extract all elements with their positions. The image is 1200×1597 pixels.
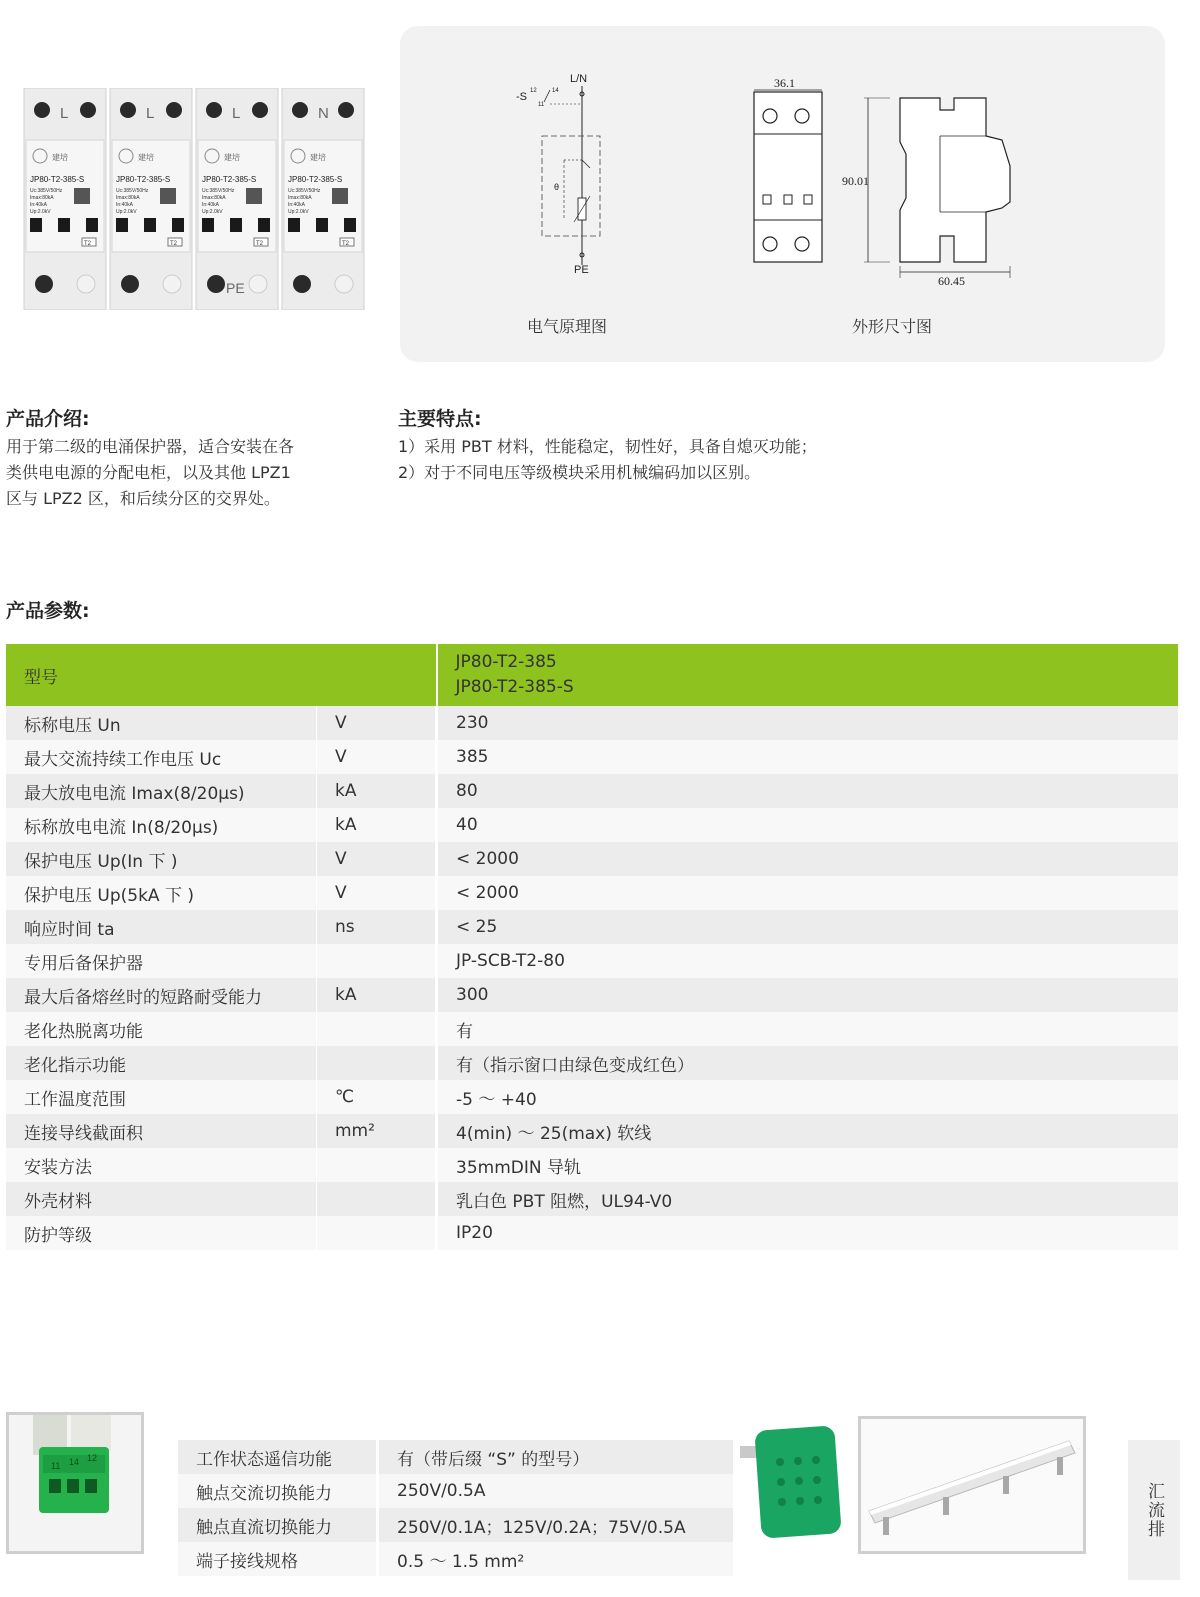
module-model: JP80-T2-385-S [202,175,257,184]
pin-label: 12 [87,1453,98,1463]
module-spec: Up:2.0kV [116,209,137,215]
params-heading: 产品参数: [6,600,90,622]
params-row [6,740,1178,774]
param-unit [317,1012,437,1046]
params-row [6,944,1178,978]
params-row [6,876,1178,910]
param-unit: kA [317,808,437,842]
param-value: 385 [437,740,1179,774]
module-spec: Imax:80kA [288,195,312,201]
module-spec: Imax:80kA [116,195,140,201]
dim-width-label: 36.1 [774,76,795,90]
param-name: 最大放电电流 Imax(8/20μs) [6,774,317,808]
type-tag: T2 [84,241,92,247]
intro-line: 用于第二级的电涌保护器，适合安装在各 [6,437,295,456]
module-spec: Imax:80kA [30,195,54,201]
params-row [6,1012,1178,1046]
contact-specs-table [178,1440,733,1576]
param-name: 响应时间 ta [6,910,317,944]
pe-label: PE [226,280,245,296]
param-value: 80 [437,774,1179,808]
contact-spec-value: 0.5 ～ 1.5 mm² [378,1542,734,1576]
module-spec: Uc:385V/50Hz [116,188,149,194]
param-unit: V [317,706,437,740]
param-unit: V [317,876,437,910]
param-name: 标称放电电流 In(8/20μs) [6,808,317,842]
param-value: < 2000 [437,876,1179,910]
params-row [6,842,1178,876]
contact-spec-value: 有（带后缀 “S” 的型号） [378,1440,734,1474]
product-photo [22,88,368,310]
params-row [6,774,1178,808]
param-name: 外壳材料 [6,1182,317,1216]
electrical-schematic [500,70,640,280]
contact-spec-name: 触点交流切换能力 [178,1474,378,1508]
param-name: 安装方法 [6,1148,317,1182]
param-value: 4(min) ～ 25(max) 软线 [437,1114,1179,1148]
params-header-row [6,644,1178,706]
param-name: 最大交流持续工作电压 Uc [6,740,317,774]
contact-spec-row [178,1440,733,1474]
param-value: < 2000 [437,842,1179,876]
busbar-photo [858,1416,1086,1554]
spd-module [282,88,364,310]
pin-label: 14 [69,1457,80,1467]
param-unit: V [317,842,437,876]
module-spec: Up:2.0kV [202,209,223,215]
dim-depth-label: 60.45 [938,274,965,288]
param-unit: ns [317,910,437,944]
param-unit [317,1182,437,1216]
terminal-label: N [318,105,329,122]
model-header-values [437,644,1179,706]
intro-line: 类供电电源的分配电柜，以及其他 LPZ1 [6,463,291,482]
dimension-drawing [740,70,1040,295]
dim-height-label: 90.01 [842,174,869,188]
spd-module [110,88,192,310]
param-name: 连接导线截面积 [6,1114,317,1148]
param-name: 防护等级 [6,1216,317,1250]
param-value: -5 ～ +40 [437,1080,1179,1114]
param-value: 乳白色 PBT 阻燃，UL94-V0 [437,1182,1179,1216]
params-table [6,644,1178,1250]
module-model: JP80-T2-385-S [116,175,171,184]
param-value: 35mmDIN 导轨 [437,1148,1179,1182]
param-unit: ℃ [317,1080,437,1114]
cover-plate-photo [740,1420,844,1542]
terminal-label: L [232,105,241,122]
param-unit [317,1046,437,1080]
type-tag: T2 [342,241,350,247]
terminal-label: L [60,105,69,122]
terminal-label: L [146,105,155,122]
params-row [6,910,1178,944]
contact-spec-name: 端子接线规格 [178,1542,378,1576]
module-spec: In:40kA [116,202,133,208]
model-header-label: 型号 [6,644,437,706]
contact-spec-row [178,1474,733,1508]
type-tag: T2 [256,241,264,247]
schematic-pe-label: PE [574,264,589,276]
params-row [6,808,1178,842]
intro-heading: 产品介绍: [6,408,90,430]
param-unit: V [317,740,437,774]
module-spec: Uc:385V/50Hz [202,188,235,194]
param-name: 老化指示功能 [6,1046,317,1080]
terminal-photo [6,1412,144,1554]
schematic-theta: θ [554,182,560,192]
schematic-ln-label: L/N [570,73,588,85]
param-unit: kA [317,978,437,1012]
module-model: JP80-T2-385-S [288,175,343,184]
feature-line: 1）采用 PBT 材料，性能稳定，韧性好，具备自熄灭功能； [398,437,817,456]
dimension-diagram-caption: 外形尺寸图 [852,317,933,336]
schematic-c12: 12 [530,88,537,94]
busbar-illustration [861,1419,1083,1551]
spd-module [24,88,106,310]
spd-module [196,88,278,310]
params-row [6,1216,1178,1250]
param-unit: mm² [317,1114,437,1148]
param-unit [317,1216,437,1250]
module-spec: In:40kA [288,202,305,208]
module-spec: Up:2.0kV [288,209,309,215]
params-row [6,1046,1178,1080]
intro-text [6,434,366,512]
features-heading: 主要特点: [398,408,482,430]
param-name: 保护电压 Up(5kA 下 ) [6,876,317,910]
module-spec: In:40kA [202,202,219,208]
params-row [6,1080,1178,1114]
params-row [6,1114,1178,1148]
params-row [6,1148,1178,1182]
brand-label: 建培 [224,153,240,162]
contact-spec-row [178,1542,733,1576]
contact-spec-row [178,1508,733,1542]
model-name: JP80-T2-385-S [455,677,574,697]
features-text [398,434,1098,486]
brand-label: 建培 [138,153,154,162]
params-row [6,978,1178,1012]
param-value: < 25 [437,910,1179,944]
feature-line: 2）对于不同电压等级模块采用机械编码加以区别。 [398,463,761,482]
params-row [6,706,1178,740]
electrical-diagram-caption: 电气原理图 [527,317,608,336]
type-tag: T2 [170,241,178,247]
param-unit [317,944,437,978]
param-name: 标称电压 Un [6,706,317,740]
contact-spec-name: 触点直流切换能力 [178,1508,378,1542]
param-name: 工作温度范围 [6,1080,317,1114]
brand-label: 建培 [52,153,68,162]
model-name: JP80-T2-385 [455,652,557,672]
param-value: 40 [437,808,1179,842]
pin-label: 11 [51,1461,61,1471]
module-model: JP80-T2-385-S [30,175,85,184]
param-unit: kA [317,774,437,808]
param-value: JP-SCB-T2-80 [437,944,1179,978]
param-name: 保护电压 Up(In 下 ) [6,842,317,876]
module-spec: Uc:385V/50Hz [288,188,321,194]
param-value: IP20 [437,1216,1179,1250]
param-unit [317,1148,437,1182]
param-value: 有 [437,1012,1179,1046]
contact-spec-value: 250V/0.5A [378,1474,734,1508]
param-name: 最大后备熔丝时的短路耐受能力 [6,978,317,1012]
schematic-c14: 14 [552,88,559,94]
terminal-illustration [9,1415,141,1551]
schematic-s-label: -S [516,91,527,103]
param-value: 有（指示窗口由绿色变成红色） [437,1046,1179,1080]
param-value: 230 [437,706,1179,740]
brand-label: 建培 [310,153,326,162]
intro-line: 区与 LPZ2 区，和后续分区的交界处。 [6,489,280,508]
busbar-label: 汇流排 [1128,1440,1180,1580]
contact-spec-value: 250V/0.1A；125V/0.2A；75V/0.5A [378,1508,734,1542]
contact-spec-name: 工作状态遥信功能 [178,1440,378,1474]
param-name: 老化热脱离功能 [6,1012,317,1046]
schematic-c11: 11 [538,102,545,108]
module-spec: Up:2.0kV [30,209,51,215]
param-name: 专用后备保护器 [6,944,317,978]
module-spec: In:40kA [30,202,47,208]
params-row [6,1182,1178,1216]
param-value: 300 [437,978,1179,1012]
module-spec: Imax:80kA [202,195,226,201]
module-spec: Uc:385V/50Hz [30,188,63,194]
